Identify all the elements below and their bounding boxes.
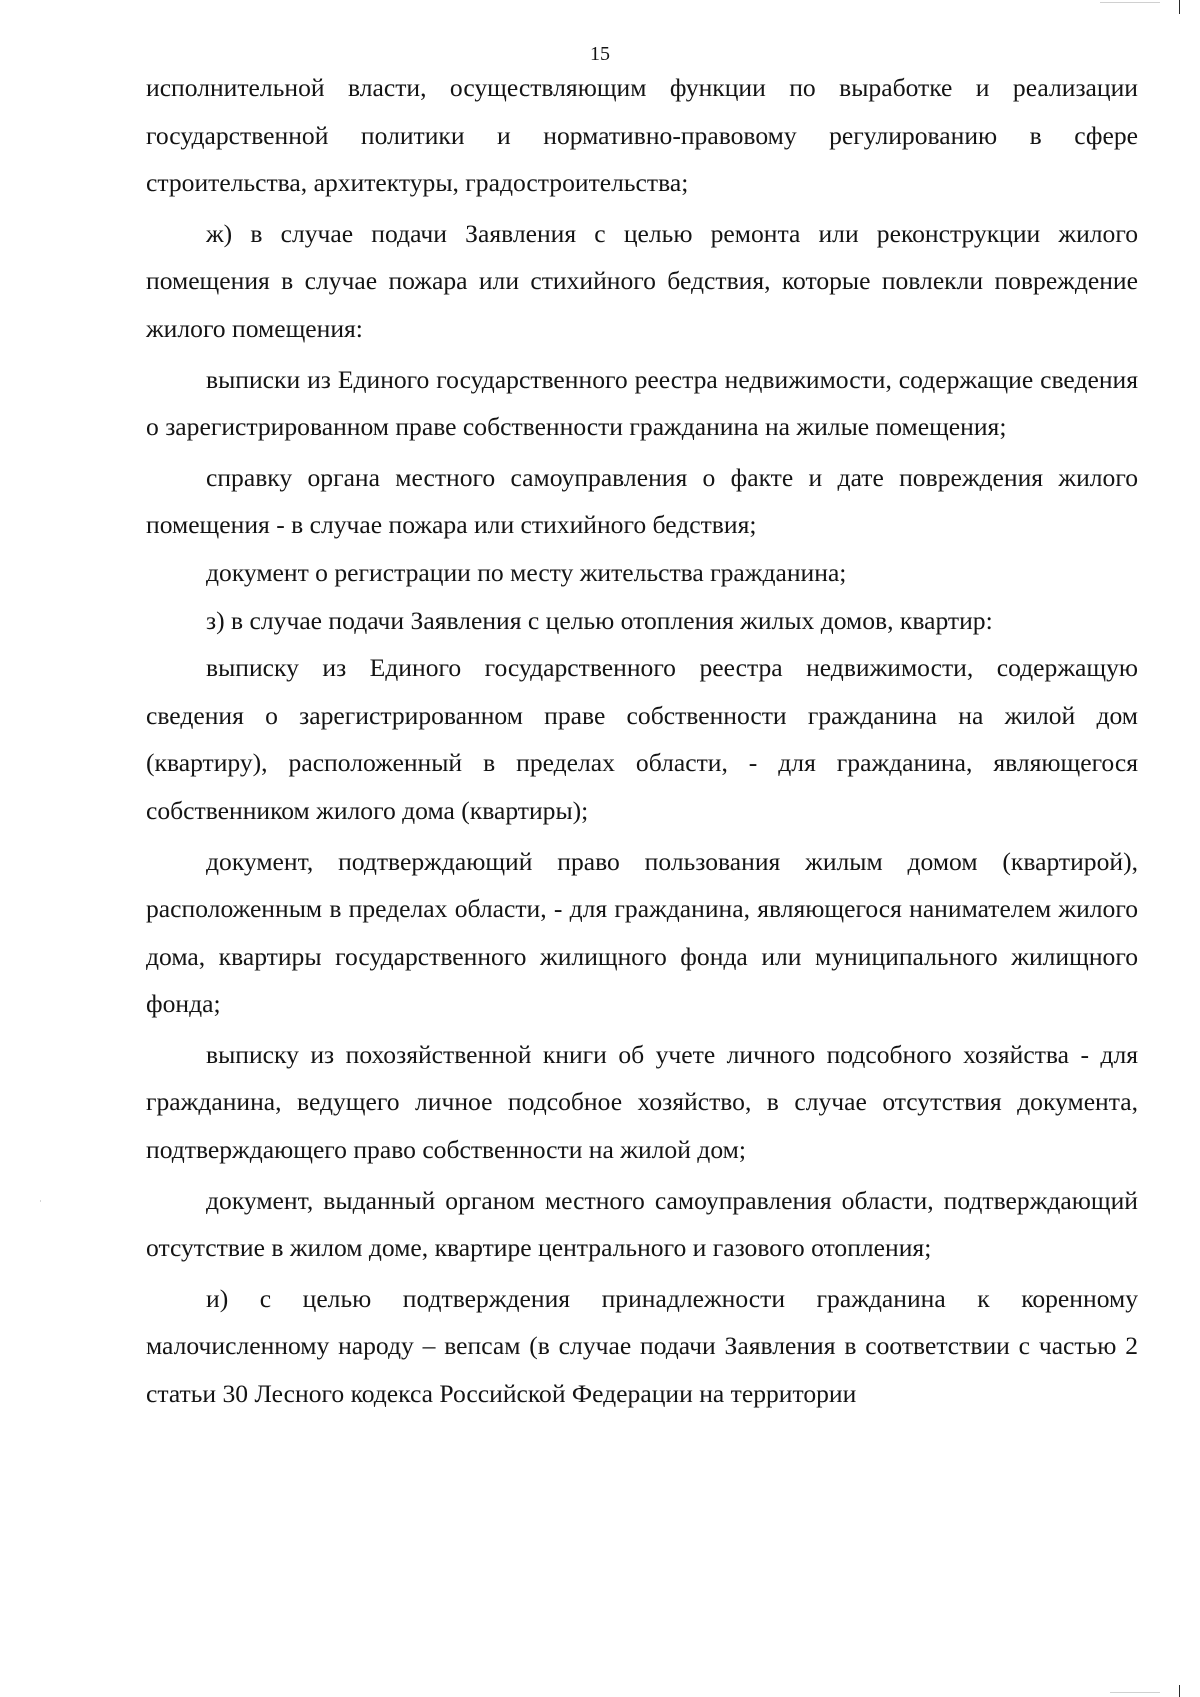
paragraph: выписки из Единого государственного реестра недвижимости, содержащие сведения о зарегистрированном праве собственности гражданина на жилые помещения; <box>146 364 1138 442</box>
paragraph: выписку из похозяйственной книги об учете личного подсобного хозяйства - для гражданина, ведущего личное подсобное хозяйство, в случае отсутствия документа, подтверждающего право собственности на жилой дом; <box>146 1039 1138 1165</box>
scan-edge-mark <box>40 1200 41 1202</box>
paragraph: справку органа местного самоуправления о факте и дате повреждения жилого помещения - в случае пожара или стихийного бедствия; <box>146 462 1138 540</box>
scan-edge-mark <box>1100 2 1160 3</box>
paragraph: документ о регистрации по месту жительства гражданина; <box>206 557 847 587</box>
page-number: 15 <box>590 43 610 65</box>
document-body <box>146 64 1138 1418</box>
paragraph: и) с целью подтверждения принадлежности гражданина к коренному малочисленному народу – вепсам (в случае подачи Заявления в соответствии с частью 2 статьи 30 Лесного кодекса Российской Федерации на территории <box>146 1283 1138 1409</box>
scan-edge-mark <box>1179 1685 1180 1697</box>
scan-edge-mark <box>1110 1692 1160 1693</box>
paragraph: документ, подтверждающий право пользования жилым домом (квартирой), расположенным в пределах области, - для гражданина, являющегося нанимателем жилого дома, квартиры государственного жилищного фонда или муниципального жилищного фонда; <box>146 846 1138 1019</box>
paragraph: ж) в случае подачи Заявления с целью ремонта или реконструкции жилого помещения в случае пожара или стихийного бедствия, которые повлекли повреждение жилого помещения: <box>146 218 1138 343</box>
scan-edge-mark <box>1179 0 1180 14</box>
paragraph: выписку из Единого государственного реестра недвижимости, содержащую сведения о зарегистрированном праве собственности гражданина на жилой дом (квартиру), расположенный в пределах области, - для гражданина, являющегося собственником жилого дома (квартиры); <box>146 653 1138 825</box>
paragraph: исполнительной власти, осуществляющим функции по выработке и реализации государственной политики и нормативно-правовому регулированию в сфере строительства, архитектуры, градостроительства; <box>146 73 1138 198</box>
paragraph: документ, выданный органом местного самоуправления области, подтверждающий отсутствие в жилом доме, квартире центрального и газового отопления; <box>146 1185 1138 1263</box>
paragraph: з) в случае подачи Заявления с целью отопления жилых домов, квартир: <box>206 605 993 635</box>
